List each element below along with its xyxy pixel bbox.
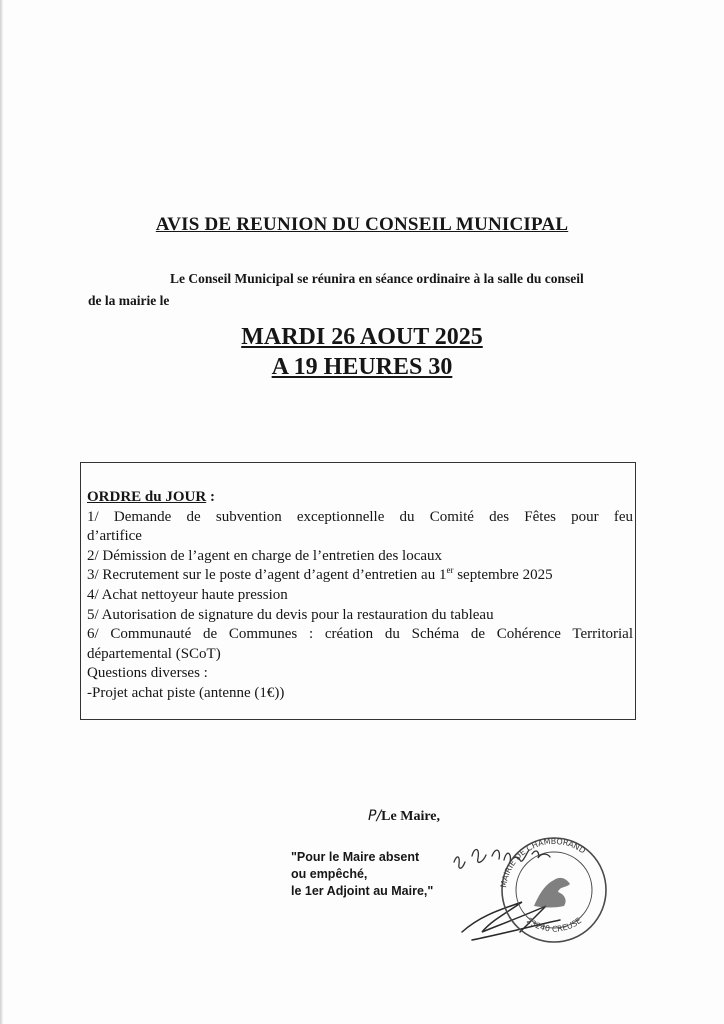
svg-text:MAIRIE DE CHAMBORAND (499, 837, 587, 888)
agenda-item-1-cont: d’artifice (87, 528, 142, 545)
handwritten-note (454, 849, 550, 868)
meeting-day: MARDI 26 AOUT 2025 (241, 324, 483, 350)
signature-prefix: P/ (368, 808, 382, 824)
agenda-item-6: 6/ Communauté de Communes : création du Schéma de Cohérence Territorial (87, 626, 633, 643)
seal-top-text: MAIRIE DE CHAMBORAND (499, 836, 588, 889)
seal-bottom-text: 23240 CREUSE (524, 916, 584, 934)
agenda-item-6-cont: départemental (SCoT) (87, 645, 221, 662)
signature-scribble (462, 902, 560, 940)
intro-line-2: de la mairie le (88, 293, 170, 308)
delegation-line-1: "Pour le Maire absent (291, 850, 420, 864)
delegation-line-2: ou empêché, (291, 867, 368, 881)
seal-emblem (534, 878, 570, 908)
agenda-item-3-text: 3/ Recrutement sur le poste d’agent d’agent d’entretien au 1 (87, 567, 447, 584)
meeting-date (0, 322, 724, 382)
agenda-item-5: 5/ Autorisation de signature du devis pour la restauration du tableau (87, 606, 494, 623)
agenda-item-1: 1/ Demande de subvention exceptionnelle du Comité des Fêtes pour feu (87, 508, 633, 525)
agenda-item-3 (87, 566, 633, 586)
agenda-item-2: 2/ Démission de l’agent en charge de l’entretien des locaux (87, 547, 443, 564)
agenda-title: ORDRE du JOUR (87, 489, 207, 505)
delegation-line-3: le 1er Adjoint au Maire," (291, 884, 434, 898)
agenda-item-3-sup: er (446, 565, 454, 576)
question-item-1: -Projet achat piste (antenne (1€)) (87, 684, 285, 701)
agenda-item-3-tail: septembre 2025 (453, 567, 553, 584)
signature-label (368, 808, 440, 825)
scan-edge (0, 0, 3, 1024)
mayor-seal-and-signature (442, 820, 620, 970)
meeting-time: A 19 HEURES 30 (271, 354, 453, 380)
agenda-list (87, 508, 633, 704)
signature-title: Le Maire, (381, 809, 441, 824)
intro-line-1: Le Conseil Municipal se réunira en séance ordinaire à la salle du conseil (170, 271, 584, 286)
svg-text:23240 CREUSE (525, 916, 583, 934)
page-title: AVIS DE REUNION DU CONSEIL MUNICIPAL (155, 214, 569, 235)
agenda (87, 488, 633, 704)
agenda-item-4: 4/ Achat nettoyeur haute pression (87, 586, 288, 603)
agenda-title-colon: : (206, 489, 215, 505)
intro-paragraph (88, 268, 640, 312)
questions-title: Questions diverses : (87, 665, 208, 682)
